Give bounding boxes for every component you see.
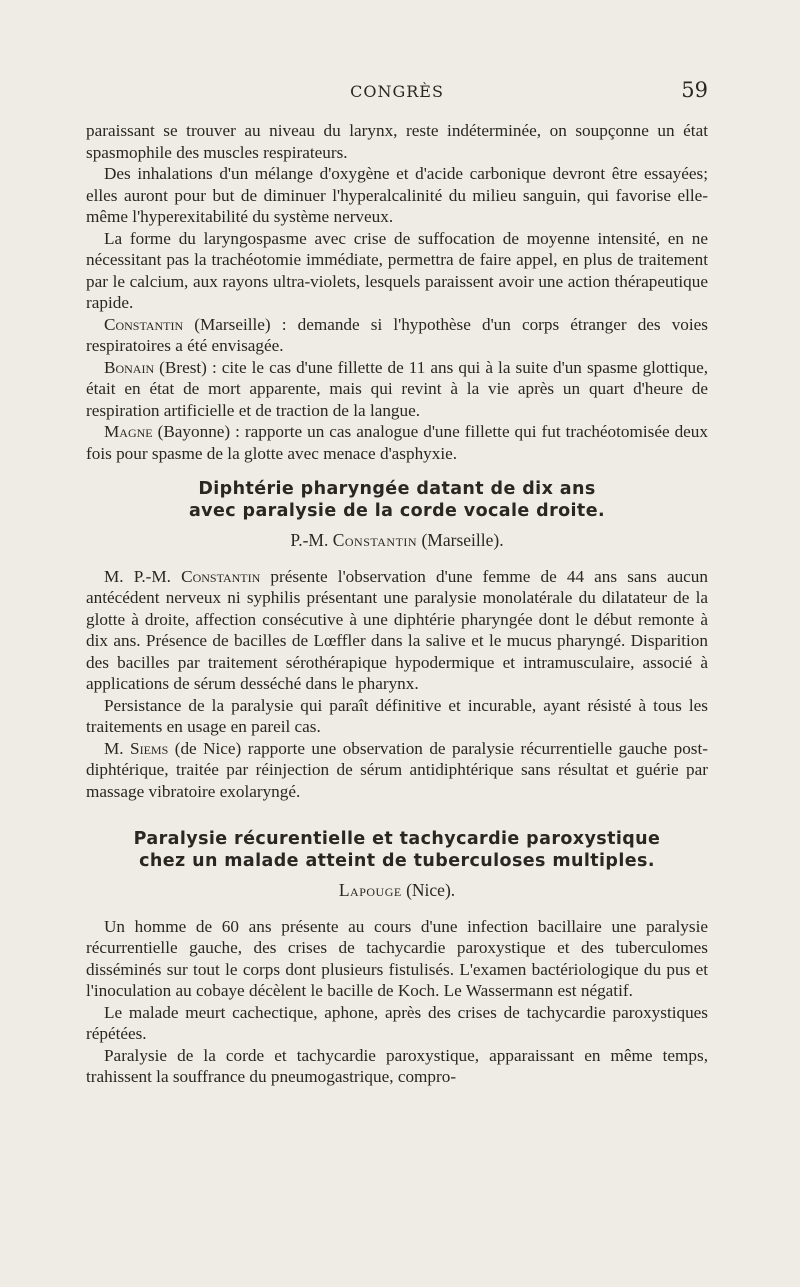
heading-line: avec paralysie de la corde vocale droite.: [188, 501, 606, 521]
author-byline: [86, 530, 708, 552]
paragraph: paraissant se trouver au niveau du larynx, reste indéterminée, on soupçonne un état spasmophile des muscles respirateurs.: [86, 121, 708, 162]
section-heading: [86, 828, 708, 872]
author-place: (Nice).: [406, 880, 456, 900]
author-byline: [86, 880, 708, 902]
running-title: CONGRÈS: [350, 82, 444, 101]
speaker-name: Constantin: [104, 314, 184, 334]
paragraph: Le malade meurt cachectique, aphone, après des crises de tachycardie paroxystiques répétées.: [86, 1002, 708, 1043]
paragraph: Des inhalations d'un mélange d'oxygène et d'acide carbonique devront être essayées; elles auront pour but de diminuer l'hyperalcalinité du milieu sanguin, qui favorise elle-même l'hyperexitabilité du système nerveux.: [86, 164, 708, 226]
paragraph: Paralysie de la corde et tachycardie paroxystique, apparaissant en même temps, trahissent la souffrance du pneumogastrique, compro-: [86, 1045, 708, 1086]
speaker-prefix: M.: [104, 738, 124, 758]
author-initials: P.-M.: [290, 530, 329, 550]
speaker-name: Siems: [130, 738, 169, 758]
heading-line: Diphtérie pharyngée datant de dix ans: [198, 479, 596, 499]
speaker-paragraph: [86, 314, 708, 357]
speaker-name: Constantin: [181, 566, 261, 586]
paragraph-text: (de Nice) rapporte une observation de paralysie récurrentielle gauche post-diphtérique, traitée par réinjection de sérum antidiphtérique sans résultat et guérie par massage vibratoire exolaryngé.: [86, 738, 708, 801]
paragraph: [86, 738, 708, 803]
paragraph: [86, 566, 708, 695]
author-place: (Marseille).: [421, 530, 504, 550]
page-number: 59: [681, 78, 708, 102]
heading-line: chez un malade atteint de tuberculoses multiples.: [139, 851, 655, 871]
speaker-paragraph: [86, 357, 708, 422]
paragraph: La forme du laryngospasme avec crise de suffocation de moyenne intensité, en ne nécessitant pas la trachéotomie immédiate, permettra de faire appel, en plus de traitement par le calcium, aux rayons ultra-violets, lesquels paraissent avoir une action thérapeutique rapide.: [86, 228, 708, 312]
heading-line: Paralysie récurentielle et tachycardie paroxystique: [133, 829, 661, 849]
speaker-text: (Marseille) : demande si l'hypothèse d'un corps étranger des voies respiratoires a été envisagée.: [86, 314, 708, 355]
speaker-text: (Brest) : cite le cas d'une fillette de 11 ans qui à la suite d'un spasme glottique, était en état de mort apparente, mais qui revint à la vie après un quart d'heure de respiration artificielle et de traction de la langue.: [86, 357, 708, 420]
speaker-paragraph: [86, 421, 708, 464]
speaker-prefix: M. P.-M.: [104, 566, 171, 586]
author-name: Constantin: [332, 530, 418, 550]
paragraph: Persistance de la paralysie qui paraît définitive et incurable, ayant résisté à tous les traitements en usage en pareil cas.: [86, 695, 708, 736]
page-header: [86, 78, 708, 108]
paragraph: Un homme de 60 ans présente au cours d'une infection bacillaire une paralysie récurrentielle gauche, des crises de tachycardie paroxystique et des tuberculomes disséminés sur tout le corps dont plusieurs fistulisés. L'examen bactériologique du pus et l'inoculation au cobaye décèlent le bacille de Koch. Le Wassermann est négatif.: [86, 916, 708, 1000]
paragraph-text: présente l'observation d'une femme de 44 ans sans aucun antécédent nerveux ni syphilis présentant une paralysie monolatérale du dilatateur de la glotte à droite, affection consécutive à une diphtérie pharyngée dont le début remonte à dix ans. Présence de bacilles de Lœffler dans la salive et le mucus pharyngé. Disparition des bacilles par traitement sérothérapique hypodermique et intramusculaire, associé à applications de sérum desséché dans le pharynx.: [86, 566, 708, 693]
body-text: [86, 120, 708, 1088]
section-heading: [86, 478, 708, 522]
speaker-name: Bonain: [104, 357, 155, 377]
author-name: Lapouge: [338, 880, 402, 900]
speaker-name: Magne: [104, 422, 153, 441]
speaker-text: (Bayonne) : rapporte un cas analogue d'une fillette qui fut trachéotomisée deux fois pour spasme de la glotte avec menace d'asphyxie.: [86, 422, 708, 463]
